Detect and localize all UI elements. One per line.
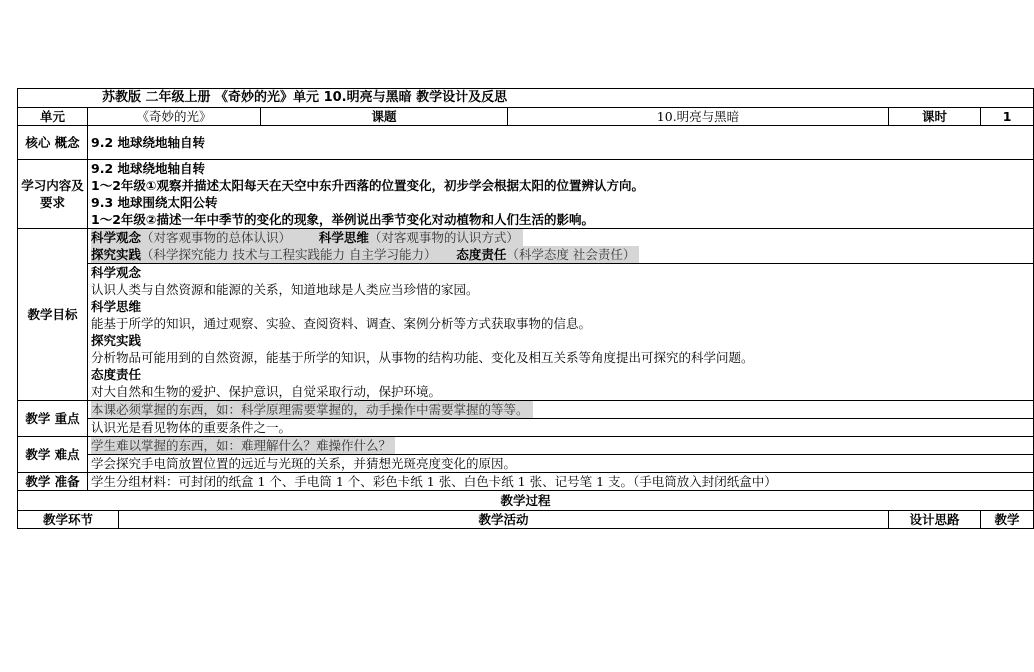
lesson-plan-table [17,88,1034,529]
core-concept-label: 核心 概念 [18,126,88,160]
topic-label: 课题 [261,108,508,126]
document-title: 苏教版 二年级上册 《奇妙的光》单元 10.明亮与黑暗 教学设计及反思 [18,89,1034,108]
difficulties-hint-row [18,437,1034,455]
dim-attitude: 态度责任 [456,247,507,262]
content-req-label: 学习内容及要求 [18,160,88,229]
process-col-design: 设计思路 [889,511,981,529]
goal-text: 分析物品可能用到的自然资源，能基于所学的知识，从事物的结构功能、变化及相互关系等角度提出可探究的科学问题。 [91,350,754,365]
key-points-value: 认识光是看见物体的重要条件之一。 [88,419,1034,437]
goals-dimensions [88,229,1034,264]
goal-text: 能基于所学的知识，通过观察、实验、查阅资料、调查、案例分析等方式获取事物的信息。 [91,316,592,331]
goal-heading: 态度责任 [91,367,142,382]
goal-heading: 科学思维 [91,299,142,314]
difficulties-row [18,455,1034,473]
difficulties-label: 教学 难点 [18,437,88,473]
key-points-label: 教学 重点 [18,401,88,437]
dim-inquiry-desc: （科学探究能力 技术与工程实践能力 自主学习能力） [141,247,437,262]
goals-details [88,264,1034,401]
key-points-row [18,419,1034,437]
dim-science-concept-desc: （对客观事物的总体认识） [141,230,292,245]
key-points-hint: 本课必须掌握的东西，如：科学原理需要掌握的，动手操作中需要掌握的等等。 [91,401,533,418]
content-req-line: 9.3 地球围绕太阳公转 [91,195,218,210]
content-req-line: 9.2 地球绕地轴自转 [91,161,205,176]
process-header-row [18,511,1034,529]
goal-text: 对大自然和生物的爱护、保护意识，自觉采取行动，保护环境。 [91,384,442,399]
goals-dims-row [18,229,1034,264]
content-req-line: 1～2年级②描述一年中季节的变化的现象，举例说出季节变化对动植物和人们生活的影响。 [91,212,594,227]
difficulties-hint-cell [88,437,1034,455]
prep-label: 教学 准备 [18,473,88,491]
goals-dimension-line [91,229,523,246]
prep-row [18,473,1034,491]
dim-science-thinking-desc: （对客观事物的认识方式） [368,230,519,245]
info-row [18,108,1034,126]
process-title: 教学过程 [18,491,1034,511]
process-col-activity: 教学活动 [119,511,889,529]
difficulties-hint: 学生难以掌握的东西，如：难理解什么？难操作什么？ [91,437,395,454]
unit-value: 《奇妙的光》 [88,108,261,126]
hours-label: 课时 [889,108,981,126]
goals-label: 教学目标 [18,229,88,401]
key-points-hint-row [18,401,1034,419]
dim-attitude-desc: （科学态度 社会责任） [506,247,636,262]
content-req-row [18,160,1034,229]
process-col-teaching: 教学 [981,511,1034,529]
hours-value: 1 [981,108,1034,126]
process-title-row [18,491,1034,511]
dim-science-concept: 科学观念 [91,230,142,245]
content-req-line: 1～2年级①观察并描述太阳每天在天空中东升西落的位置变化，初步学会根据太阳的位置辨认方向。 [91,178,644,193]
goals-detail-row [18,264,1034,401]
process-col-stage: 教学环节 [18,511,119,529]
core-concept-row [18,126,1034,160]
difficulties-value: 学会探究手电筒放置位置的远近与光斑的关系，并猜想光斑亮度变化的原因。 [88,455,1034,473]
prep-value: 学生分组材料：可封闭的纸盒 1 个、手电筒 1 个、彩色卡纸 1 张、白色卡纸 1 张、记号笔 1 支。（手电筒放入封闭纸盒中） [88,473,1034,491]
title-row [18,89,1034,108]
topic-value: 10.明亮与黑暗 [508,108,889,126]
goal-text: 认识人类与自然资源和能源的关系，知道地球是人类应当珍惜的家园。 [91,282,479,297]
goals-dimension-line [91,246,639,263]
goal-heading: 探究实践 [91,333,142,348]
lesson-plan-sheet [17,88,1020,529]
core-concept-value: 9.2 地球绕地轴自转 [88,126,1034,160]
goal-heading: 科学观念 [91,265,142,280]
dim-science-thinking: 科学思维 [318,230,369,245]
dim-inquiry: 探究实践 [91,247,142,262]
key-points-hint-cell [88,401,1034,419]
content-req-body [88,160,1034,229]
unit-label: 单元 [18,108,88,126]
